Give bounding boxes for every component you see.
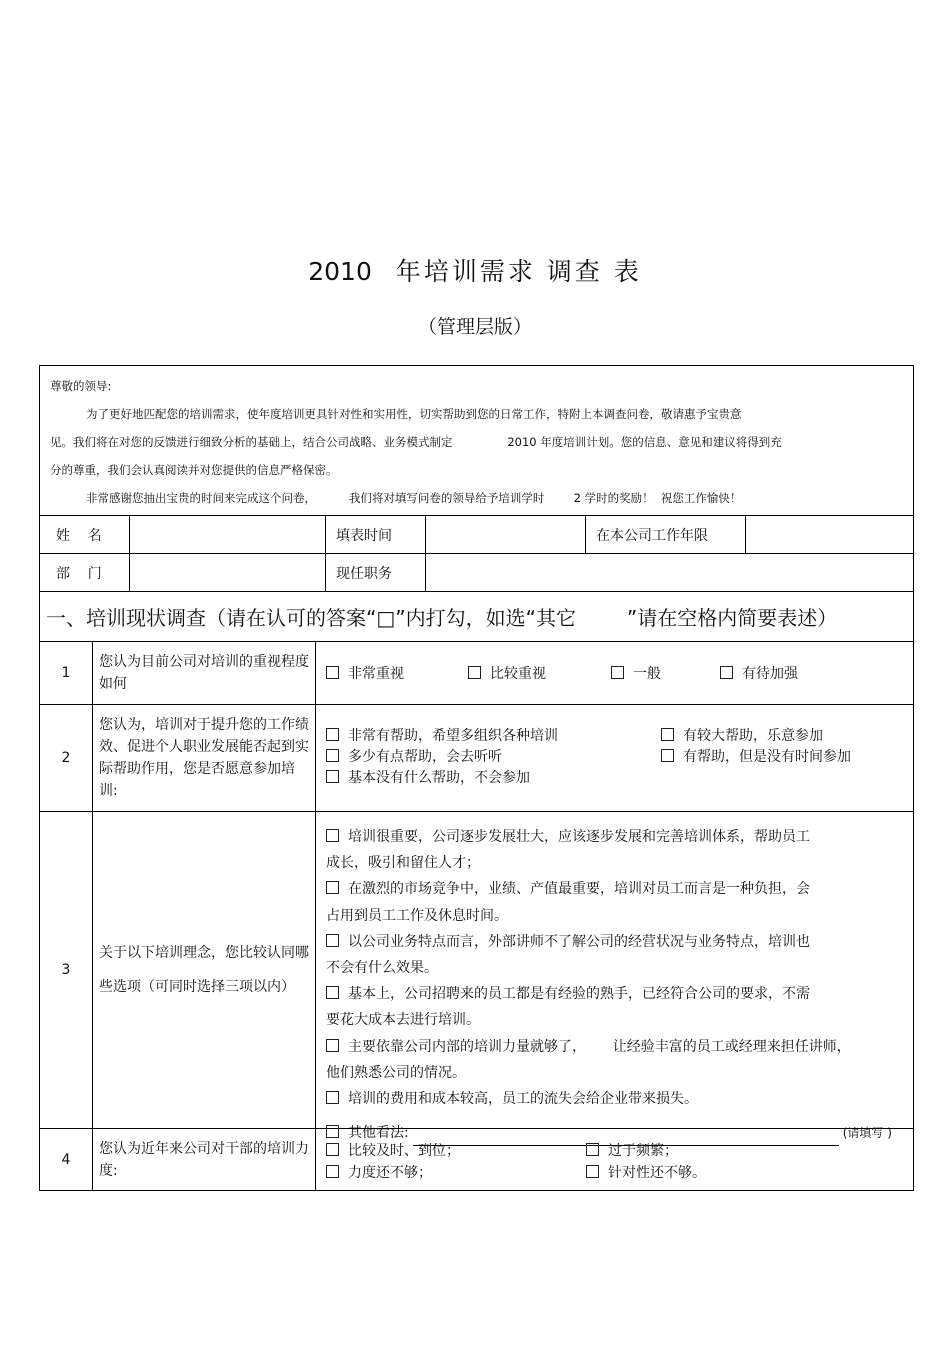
question-row-2 xyxy=(40,705,913,812)
question-options xyxy=(316,642,913,704)
option[interactable]: 在激烈的市场竞争中，业绩、产值最重要，培训对员工而言是一种负担，会 xyxy=(326,876,903,902)
checkbox[interactable] xyxy=(326,1091,339,1104)
option[interactable]: 有较大帮助，乐意参加 xyxy=(661,725,823,745)
checkbox[interactable] xyxy=(586,1165,599,1178)
checkbox[interactable] xyxy=(326,829,339,842)
dept-label: 部 门 xyxy=(40,554,130,591)
question-number: 4 xyxy=(40,1129,93,1190)
intro-paragraph-3: 分的尊重，我们会认真阅读并对您提供的信息严格保密。 xyxy=(50,463,338,477)
page-subtitle: （管理层版） xyxy=(417,316,532,338)
intro-paragraph-2: 见。我们将在对您的反馈进行细致分析的基础上，结合公司战略、业务模式制定 2010 年度培训计划。您的信息、意见和建议将得到充 xyxy=(50,435,782,449)
info-row-2 xyxy=(40,554,913,592)
tenure-field[interactable] xyxy=(746,516,913,553)
title-year: 2010 xyxy=(308,257,372,286)
checkbox[interactable] xyxy=(661,728,674,741)
option-continuation: 他们熟悉公司的情况。 xyxy=(326,1064,466,1081)
question-text: 关于以下培训理念，您比较认同哪些选项（可同时选择三项以内） xyxy=(93,812,316,1128)
dept-field[interactable] xyxy=(130,554,326,591)
intro-letter xyxy=(40,366,913,516)
option[interactable]: 有待加强 xyxy=(720,663,798,683)
fill-time-label: 填表时间 xyxy=(326,516,426,553)
checkbox[interactable] xyxy=(586,1143,599,1156)
fill-time-field[interactable] xyxy=(426,516,586,553)
checkbox[interactable] xyxy=(326,770,339,783)
section-heading: 一、培训现状调查（请在认可的答案“□”内打勾，如选“其它 ”请在空格内简要表述） xyxy=(40,592,913,642)
position-field[interactable] xyxy=(426,554,913,591)
question-number: 3 xyxy=(40,812,93,1128)
name-field[interactable] xyxy=(130,516,326,553)
option-continuation: 占用到员工工作及休息时间。 xyxy=(326,907,508,924)
checkbox[interactable] xyxy=(326,1143,339,1156)
question-number: 1 xyxy=(40,642,93,704)
name-label: 姓 名 xyxy=(40,516,130,553)
intro-paragraph-4: 非常感谢您抽出宝贵的时间来完成这个问卷， 我们将对填写问卷的领导给予培训学时 2 学时的奖励！ 祝您工作愉快！ xyxy=(86,491,742,505)
option[interactable]: 过于频繁； xyxy=(586,1140,678,1160)
option[interactable]: 培训很重要，公司逐步发展壮大，应该逐步发展和完善培训体系，帮助员工 xyxy=(326,824,903,850)
checkbox[interactable] xyxy=(326,1039,339,1052)
option[interactable]: 有帮助，但是没有时间参加 xyxy=(661,746,851,766)
checkbox[interactable] xyxy=(326,934,339,947)
question-row-1 xyxy=(40,642,913,705)
option[interactable]: 主要依靠公司内部的培训力量就够了， 让经验丰富的员工或经理来担任讲师， xyxy=(326,1034,903,1060)
checkbox[interactable] xyxy=(326,1165,339,1178)
intro-greeting: 尊敬的领导: xyxy=(50,379,112,393)
option[interactable]: 基本没有什么帮助，不会参加 xyxy=(326,767,530,787)
title-text: 年培训需求 调查 表 xyxy=(395,257,642,286)
checkbox[interactable] xyxy=(468,666,481,679)
question-options xyxy=(316,812,913,1142)
option[interactable]: 以公司业务特点而言，外部讲师不了解公司的经营状况与业务特点，培训也 xyxy=(326,929,903,955)
question-options xyxy=(316,705,913,811)
option[interactable]: 比较及时、到位； xyxy=(326,1140,460,1160)
checkbox[interactable] xyxy=(326,881,339,894)
question-text: 您认为近年来公司对干部的培训力度: xyxy=(93,1129,316,1190)
checkbox[interactable] xyxy=(661,749,674,762)
page-title xyxy=(0,252,950,288)
checkbox[interactable] xyxy=(611,666,624,679)
question-text: 您认为目前公司对培训的重视程度如何 xyxy=(93,642,316,704)
option[interactable]: 培训的费用和成本较高，员工的流失会给企业带来损失。 xyxy=(326,1086,903,1112)
option[interactable]: 一般 xyxy=(611,663,661,683)
option[interactable]: 针对性还不够。 xyxy=(586,1162,706,1182)
option-continuation: 不会有什么效果。 xyxy=(326,960,438,977)
option[interactable]: 非常重视 xyxy=(326,663,404,683)
question-options xyxy=(316,1129,913,1190)
question-row-4 xyxy=(40,1129,913,1190)
option-other[interactable]: 其他看法: (请填写 ) xyxy=(326,1120,903,1146)
checkbox[interactable] xyxy=(326,728,339,741)
checkbox[interactable] xyxy=(326,986,339,999)
question-row-3 xyxy=(40,812,913,1142)
option[interactable]: 力度还不够； xyxy=(326,1162,432,1182)
info-row-1 xyxy=(40,516,913,554)
question-text: 您认为，培训对于提升您的工作绩效、促进个人职业发展能否起到实际帮助作用，您是否愿意参加培训: xyxy=(93,705,316,811)
intro-paragraph-1: 为了更好地匹配您的培训需求，使年度培训更具针对性和实用性，切实帮助到您的日常工作，特附上本调查问卷，敬请惠予宝贵意 xyxy=(86,407,742,421)
checkbox[interactable] xyxy=(720,666,733,679)
survey-form xyxy=(39,365,914,1191)
question-number: 2 xyxy=(40,705,93,811)
option[interactable]: 比较重视 xyxy=(468,663,546,683)
fill-in-hint: (请填写 ) xyxy=(842,1126,892,1141)
option-continuation: 要花大成本去进行培训。 xyxy=(326,1012,480,1029)
option-continuation: 成长，吸引和留住人才； xyxy=(326,855,480,872)
option[interactable]: 非常有帮助，希望多组织各种培训 xyxy=(326,725,558,745)
option[interactable]: 基本上，公司招聘来的员工都是有经验的熟手，已经符合公司的要求，不需 xyxy=(326,981,903,1007)
checkbox[interactable] xyxy=(326,749,339,762)
checkbox[interactable] xyxy=(326,666,339,679)
option[interactable]: 多少有点帮助，会去听听 xyxy=(326,746,502,766)
tenure-label: 在本公司工作年限 xyxy=(586,516,746,553)
position-label: 现任职务 xyxy=(326,554,426,591)
